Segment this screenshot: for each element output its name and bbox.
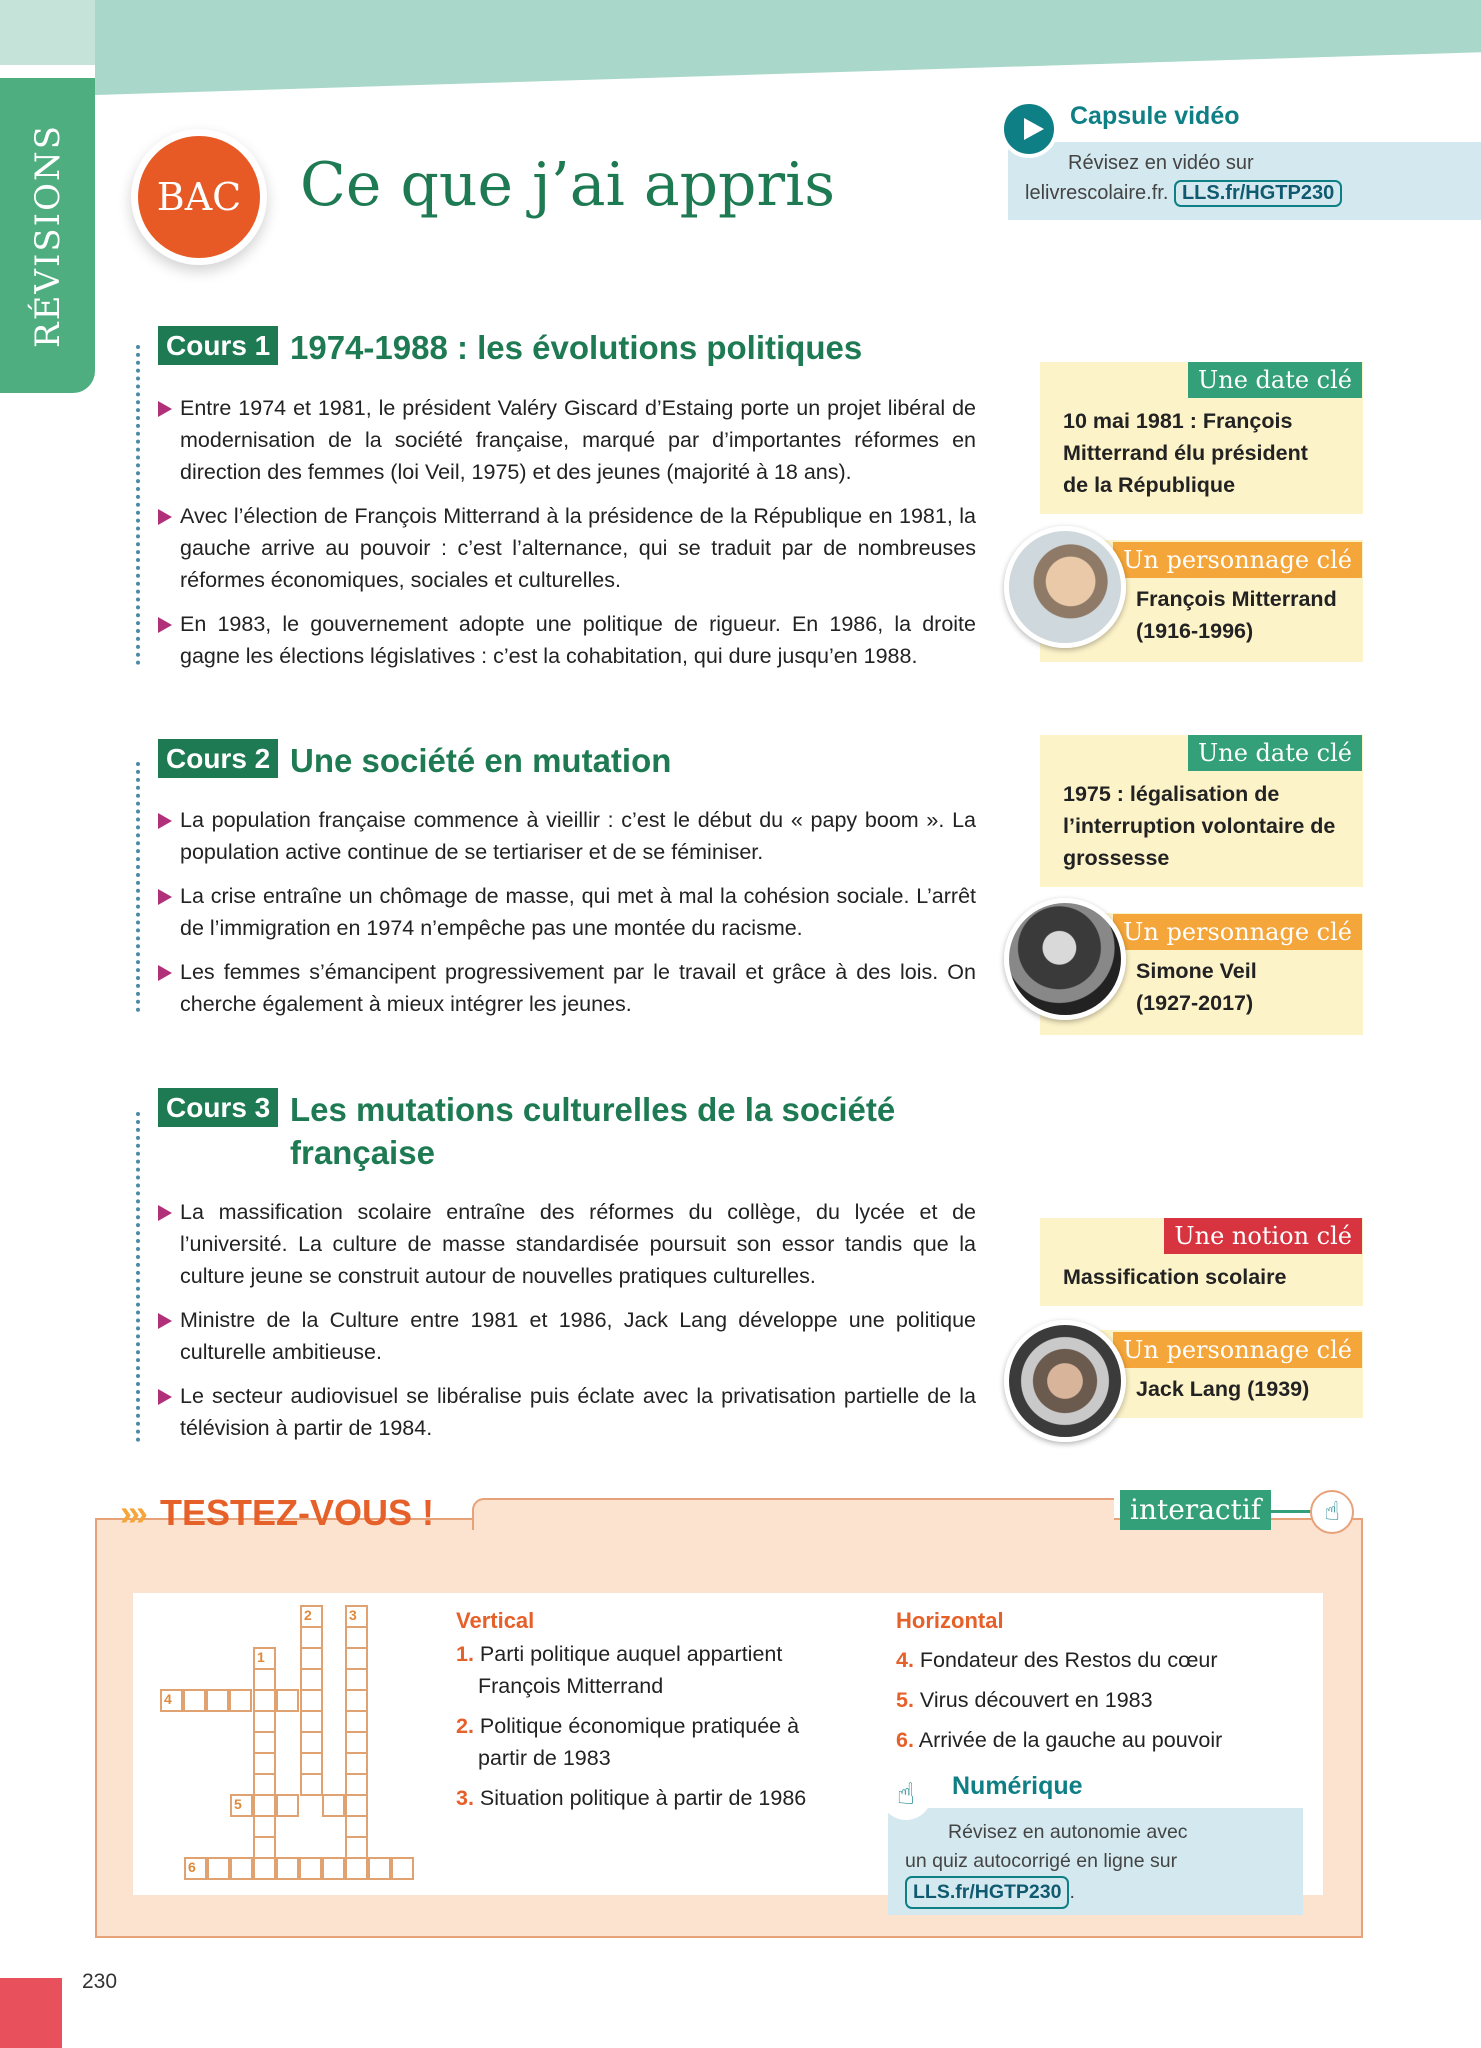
cell[interactable] [345,1857,368,1880]
clue-text: partir de 1983 [478,1746,611,1770]
clue-text: Virus découvert en 1983 [919,1688,1153,1712]
grid-number: 1 [257,1649,265,1665]
cours-2-bullet-1: La population française commence à vieillir : c’est le début du « papy boom ». La population active continue de se tertiariser et de se féminiser. [158,804,976,868]
interactif-label[interactable]: interactif [1120,1490,1271,1530]
chevrons-icon: ››› [120,1492,144,1533]
clue-number: 3. [456,1786,474,1810]
cours-3-title [290,1088,990,1174]
cell[interactable] [253,1710,276,1733]
clue-text: Situation politique à partir de 1986 [479,1786,807,1810]
cell[interactable] [253,1752,276,1775]
cell[interactable] [253,1731,276,1754]
cours-3-bullet-3: Le secteur audiovisuel se libéralise puis éclate avec la privatisation partielle de la télévision à partir de 1984. [158,1380,976,1444]
clue-6 [896,1724,1296,1756]
clue-text: Politique économique pratiquée à [479,1714,800,1738]
top-band [95,0,1481,95]
cell[interactable] [253,1836,276,1859]
cell[interactable] [300,1773,323,1796]
cell[interactable] [276,1689,299,1712]
key-person-tag-1: Un personnage clé [1113,542,1362,578]
cell[interactable] [299,1857,322,1880]
interactif-line [1270,1510,1315,1513]
cours-2-dots [136,762,140,1012]
key-date-line: l’interruption volontaire de [1063,814,1336,838]
clue-4 [896,1644,1296,1676]
cell[interactable] [253,1689,276,1712]
cell[interactable] [300,1668,323,1691]
testez-title [120,1492,434,1534]
cell[interactable] [300,1647,323,1670]
cell[interactable] [207,1857,230,1880]
key-date-text-2 [1063,778,1335,874]
cours-2-heading [158,743,278,775]
bac-badge-label: BAC [156,175,242,219]
capsule-site: lelivrescolaire.fr. [1025,182,1169,204]
grid-number: 5 [234,1796,242,1812]
key-person-text-2 [1136,955,1257,1019]
cours-3-label: Cours 3 [158,1088,278,1127]
cours-2-title: Une société en mutation [290,742,672,779]
cours-2-bullet-2: La crise entraîne un chômage de masse, qui met à mal la cohésion sociale. L’arrêt de l’immigration en 1974 n’empêche pas une montée du racisme. [158,880,976,944]
cell[interactable] [345,1731,368,1754]
vertical-heading: Vertical [456,1608,535,1633]
cours-1-bullets [158,392,976,684]
vertical-clues [456,1608,856,1814]
side-tab-label: RÉVISIONS [27,123,68,348]
portrait-lang [1004,1320,1126,1442]
numerique-line-1: Révisez en autonomie avec [948,1821,1188,1843]
key-person-tag-3: Un personnage clé [1113,1332,1362,1368]
cell[interactable] [300,1689,323,1712]
cell[interactable] [230,1857,253,1880]
capsule-video-text-2 [1025,180,1342,207]
page-number: 230 [82,1970,118,1993]
page-title: Ce que j’ai appris [300,150,836,220]
numerique-text [905,1818,1188,1909]
cours-1-heading [158,330,278,362]
clue-5 [896,1684,1296,1716]
cell[interactable] [229,1689,252,1712]
cell[interactable] [276,1857,299,1880]
cell[interactable] [345,1626,368,1649]
cell[interactable] [276,1794,299,1817]
cell[interactable] [253,1815,276,1838]
key-person-text-3 [1136,1373,1309,1405]
cours-2-label: Cours 2 [158,739,278,778]
numerique-link[interactable]: LLS.fr/HGTP230 [905,1876,1069,1909]
key-notion-tag: Une notion clé [1164,1218,1362,1254]
crossword-grid[interactable] [160,1605,420,1885]
cours-3-heading [158,1092,278,1124]
cell[interactable] [300,1626,323,1649]
key-person-line: (1927-2017) [1136,991,1254,1015]
key-date-text-1 [1063,405,1308,501]
clue-1 [456,1638,856,1702]
numerique-title: Numérique [952,1772,1083,1800]
cell[interactable] [253,1773,276,1796]
cell[interactable] [322,1794,345,1817]
numerique-period: . [1069,1881,1075,1903]
clue-number: 6. [896,1728,914,1752]
portrait-mitterrand [1004,526,1126,648]
grid-number: 2 [304,1607,312,1623]
clue-text: Parti politique auquel appartient [479,1642,783,1666]
cours-3-title-line-1: Les mutations culturelles de la société [290,1091,896,1128]
grid-number: 4 [164,1691,172,1707]
cell[interactable] [183,1689,206,1712]
cell[interactable] [345,1815,368,1838]
cours-1-dots [136,345,140,665]
clue-3 [456,1782,856,1814]
cours-3-bullet-1: La massification scolaire entraîne des réformes du collège, du lycée et de l’université. La culture de masse standardisée poursuit son essor tandis que la culture jeune se construit autour de nouvelles pratiques culturelles. [158,1196,976,1292]
capsule-video-text: Révisez en vidéo sur [1068,152,1254,174]
cell[interactable] [345,1773,368,1796]
cell[interactable] [345,1689,368,1712]
key-date-line: 1975 : légalisation de [1063,782,1280,806]
capsule-video-title: Capsule vidéo [1070,102,1240,130]
cours-1-bullet-2: Avec l’élection de François Mitterrand à la présidence de la République en 1981, la gauche arrive au pouvoir : c’est l’alternance, qui se traduit par de nombreuses réformes économiques, sociales et culturelles. [158,500,976,596]
horizontal-clues [896,1608,1296,1756]
key-person-line: Jack Lang (1939) [1136,1377,1310,1401]
key-date-line: de la République [1063,473,1236,497]
portrait-veil [1004,898,1126,1020]
play-icon[interactable] [1000,100,1058,158]
cours-1-title: 1974-1988 : les évolutions politiques [290,329,863,366]
cours-1-bullet-1: Entre 1974 et 1981, le président Valéry Giscard d’Estaing porte un projet libéral de modernisation de la société française, marqué par d’importantes réformes en direction des femmes (loi Veil, 1975) et des jeunes (majorité à 18 ans). [158,392,976,488]
key-date-line: 10 mai 1981 : François [1063,409,1293,433]
clue-number: 4. [896,1648,914,1672]
side-tab [0,78,95,393]
cell[interactable] [345,1647,368,1670]
numerique-line-3 [905,1876,1188,1909]
clue-number: 1. [456,1642,474,1666]
cell[interactable] [368,1857,391,1880]
key-notion-line: Massification scolaire [1063,1265,1287,1289]
grid-number: 3 [349,1607,357,1623]
cell[interactable] [345,1710,368,1733]
cours-1-label: Cours 1 [158,326,278,365]
key-person-tag-2: Un personnage clé [1113,914,1362,950]
cell[interactable] [253,1794,276,1817]
clue-2 [456,1710,856,1774]
grid-number: 6 [188,1859,196,1875]
cell[interactable] [253,1668,276,1691]
key-person-line: Simone Veil [1136,959,1257,983]
clue-text: François Mitterrand [478,1674,664,1698]
cours-2-bullets [158,804,976,1032]
cell[interactable] [345,1836,368,1859]
testez-title-text: TESTEZ-VOUS ! [159,1492,434,1533]
cell[interactable] [345,1752,368,1775]
cell[interactable] [322,1857,345,1880]
key-date-tag-2: Une date clé [1188,735,1362,771]
key-date-line: grossesse [1063,846,1170,870]
cell[interactable] [345,1668,368,1691]
cours-1-bullet-3: En 1983, le gouvernement adopte une politique de rigueur. En 1986, la droite gagne les élections législatives : c’est la cohabitation, qui dure jusqu’en 1988. [158,608,976,672]
key-person-text-1 [1136,583,1337,647]
key-notion-text [1063,1261,1286,1293]
key-date-tag-1: Une date clé [1188,362,1362,398]
cours-3-bullets [158,1196,976,1456]
cell[interactable] [300,1731,323,1754]
key-person-line: François Mitterrand [1136,587,1337,611]
cours-3-bullet-2: Ministre de la Culture entre 1981 et 1986, Jack Lang développe une politique culturelle ambitieuse. [158,1304,976,1368]
footer-red-block [0,1978,62,2048]
cell[interactable] [300,1710,323,1733]
top-left-block [0,0,95,65]
key-person-line: (1916-1996) [1136,619,1254,643]
cours-2-bullet-3: Les femmes s’émancipent progressivement par le travail et grâce à des lois. On cherche également à mieux intégrer les jeunes. [158,956,976,1020]
cell[interactable] [206,1689,229,1712]
numerique-line-2: un quiz autocorrigé en ligne sur [905,1850,1178,1872]
cours-3-dots [136,1112,140,1442]
hand-pointer-icon[interactable]: ☝ [1310,1490,1354,1534]
bac-badge [138,136,260,258]
clue-text: Arrivée de la gauche au pouvoir [918,1728,1223,1752]
cell[interactable] [300,1752,323,1775]
hand-pointer-icon: ☝ [880,1768,932,1820]
capsule-link[interactable]: LLS.fr/HGTP230 [1174,180,1342,207]
clue-text: Fondateur des Restos du cœur [919,1648,1218,1672]
cell[interactable] [391,1857,414,1880]
cell[interactable] [345,1794,368,1817]
clue-number: 2. [456,1714,474,1738]
testez-header-band [472,1498,1114,1530]
cell[interactable] [253,1857,276,1880]
cours-3-title-line-2: française [290,1134,435,1171]
key-date-line: Mitterrand élu président [1063,441,1308,465]
horizontal-heading: Horizontal [896,1608,1004,1633]
clue-number: 5. [896,1688,914,1712]
